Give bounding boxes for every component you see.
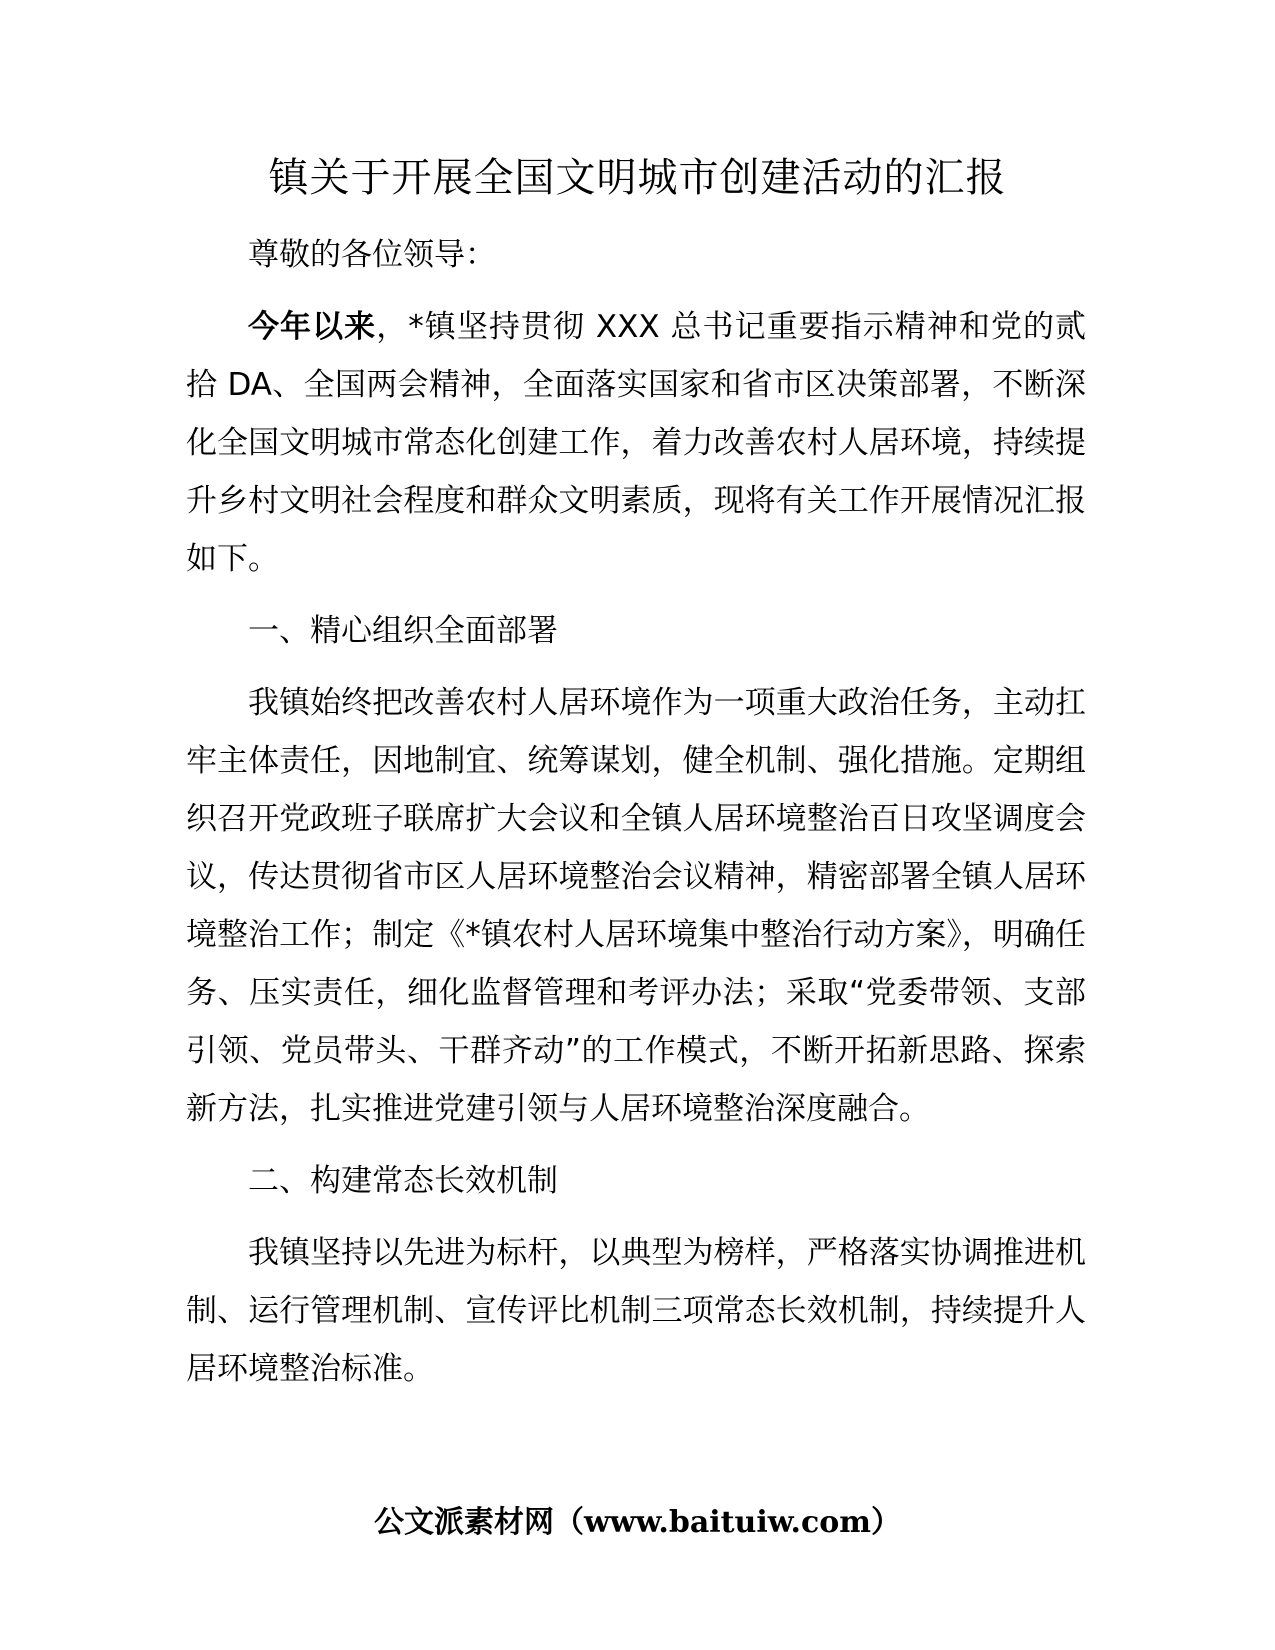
intro-text: ，*镇坚持贯彻 XXX 总书记重要指示精神和党的贰拾 DA、全国两会精神，全面落实国家和省市区决策部署，不断深化全国文明城市常态化创建工作，着力改善农村人居环境，持续提升乡村文明社会程度和群众文明素质，现将有关工作开展情况汇报如下。 xyxy=(186,309,1087,577)
section-heading-2: 二、构建常态长效机制 xyxy=(248,1163,558,1199)
document-body xyxy=(186,226,1086,1398)
intro-lead: 今年以来 xyxy=(248,309,377,345)
footer-watermark: 公文派素材网（www.baituiw.com） xyxy=(373,1505,902,1540)
document-title: 镇关于开展全国文明城市创建活动的汇报 xyxy=(268,155,1007,201)
greeting: 尊敬的各位领导： xyxy=(248,237,496,273)
section-paragraph-2: 我镇坚持以先进为标杆，以典型为榜样，严格落实协调推进机制、运行管理机制、宣传评比机制三项常态长效机制，持续提升人居环境整治标准。 xyxy=(186,1235,1086,1387)
intro-paragraph xyxy=(186,298,1086,588)
section-paragraph-1: 我镇始终把改善农村人居环境作为一项重大政治任务，主动扛牢主体责任，因地制宜、统筹谋划，健全机制、强化措施。定期组织召开党政班子联席扩大会议和全镇人居环境整治百日攻坚调度会议，传达贯彻省市区人居环境整治会议精神，精密部署全镇人居环境整治工作；制定《*镇农村人居环境集中整治行动方案》，明确任务、压实责任，细化监督管理和考评办法；采取“党委带领、支部引领、党员带头、干群齐动”的工作模式，不断开拓新思路、探索新方法，扎实推进党建引领与人居环境整治深度融合。 xyxy=(186,685,1086,1127)
section-heading-1: 一、精心组织全面部署 xyxy=(248,613,558,649)
